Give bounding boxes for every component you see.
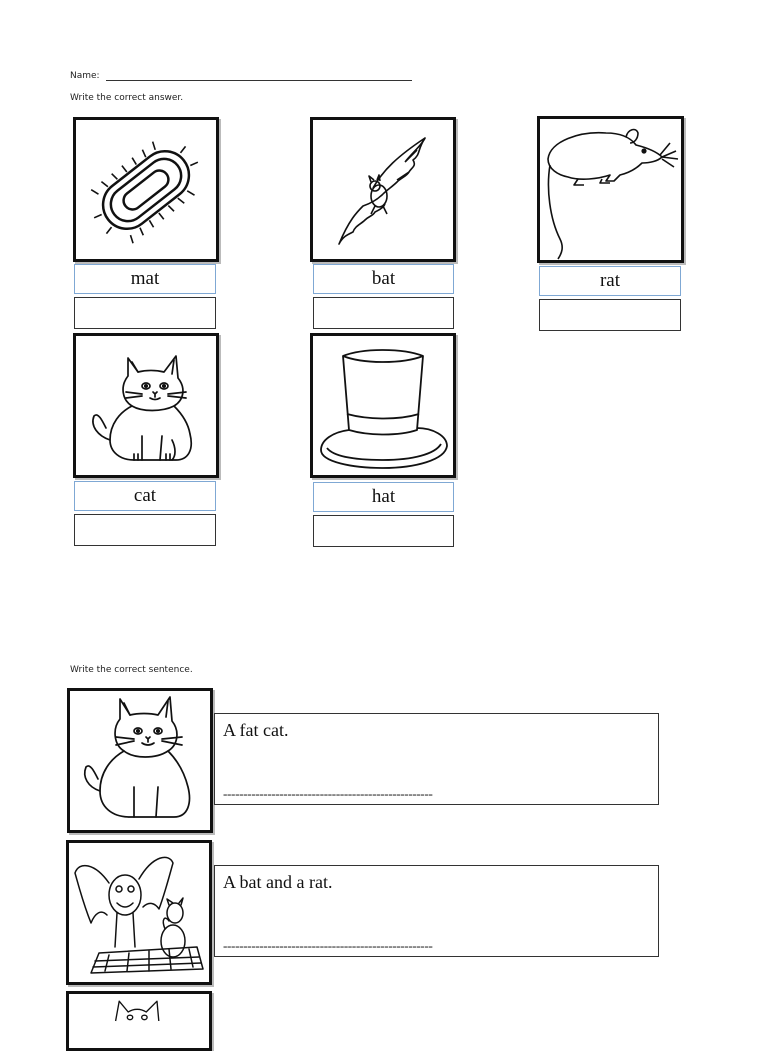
cat-picture: [73, 333, 219, 478]
word-label-mat: mat: [74, 264, 216, 294]
sentence-box-2[interactable]: [214, 865, 659, 957]
sentence-2-picture: [66, 840, 212, 985]
bat-and-rat-icon: [69, 843, 209, 982]
sentence-1-blank[interactable]: ----------------------------------------------------: [223, 786, 433, 801]
word-label-bat: bat: [313, 264, 454, 294]
instruction-write-sentence: Write the correct sentence.: [70, 665, 193, 675]
bat-picture: [310, 117, 456, 262]
answer-box-cat[interactable]: [74, 514, 216, 546]
rat-picture: [537, 116, 684, 263]
mat-icon: [76, 120, 216, 259]
answer-box-hat[interactable]: [313, 515, 454, 547]
cat-icon: [76, 336, 216, 475]
name-field-line[interactable]: [106, 80, 412, 81]
word-label-hat: hat: [313, 482, 454, 512]
word-label-cat: cat: [74, 481, 216, 511]
sentence-box-1[interactable]: [214, 713, 659, 805]
hat-picture: [310, 333, 456, 478]
bat-icon: [313, 120, 453, 259]
sentence-1-picture: [67, 688, 213, 833]
sentence-3-picture: [66, 991, 212, 1051]
answer-box-mat[interactable]: [74, 297, 216, 329]
sentence-2-blank[interactable]: ----------------------------------------------------: [223, 938, 433, 953]
cat-icon: [69, 994, 209, 1048]
answer-box-bat[interactable]: [313, 297, 454, 329]
rat-icon: [540, 119, 681, 260]
sentence-1-text: A fat cat.: [223, 720, 289, 740]
word-label-rat: rat: [539, 266, 681, 296]
hat-icon: [313, 336, 453, 475]
cat-icon: [70, 691, 210, 830]
name-label: Name:: [70, 71, 100, 81]
answer-box-rat[interactable]: [539, 299, 681, 331]
sentence-2-text: A bat and a rat.: [223, 872, 333, 892]
instruction-write-answer: Write the correct answer.: [70, 93, 184, 103]
mat-picture: [73, 117, 219, 262]
